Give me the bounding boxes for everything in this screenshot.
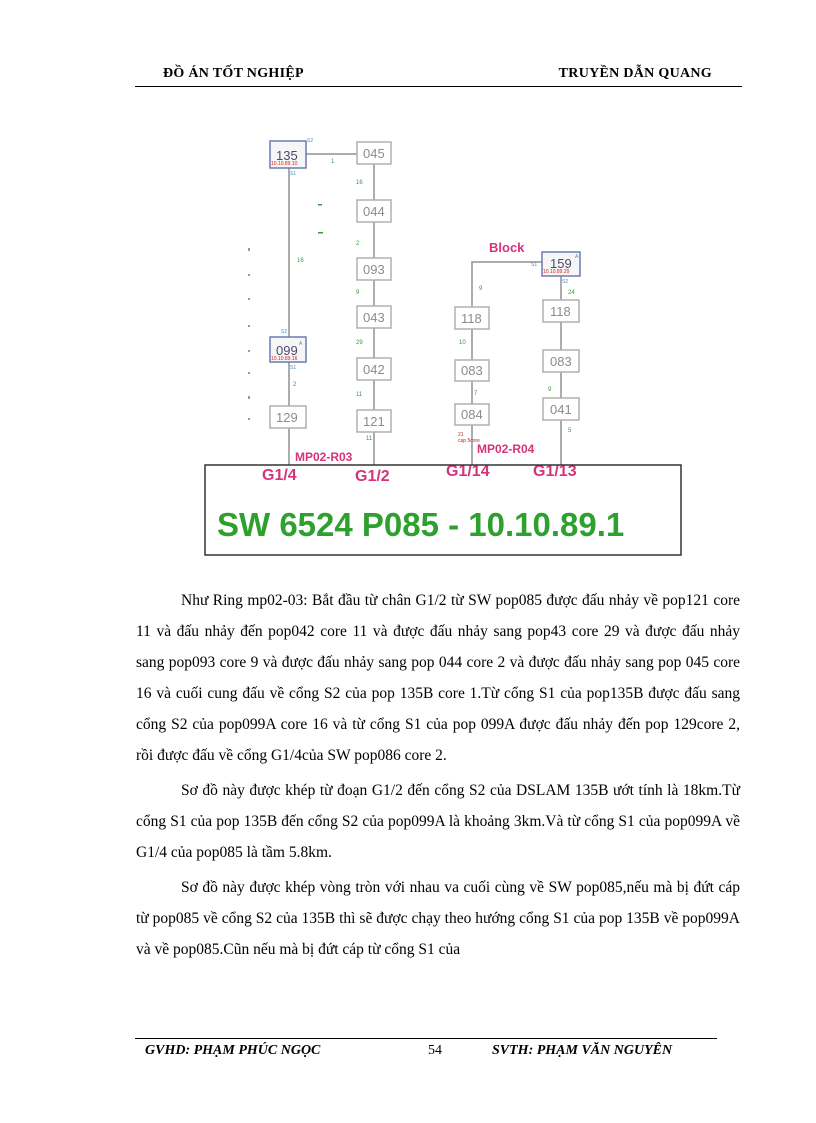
core-label: 1 xyxy=(331,159,335,165)
page-footer xyxy=(135,1038,717,1063)
core-label: 21 xyxy=(458,432,464,438)
node-099-port-s2: S2 xyxy=(281,329,288,335)
node-135 xyxy=(270,138,313,177)
node-118-right-label: 118 xyxy=(550,304,571,319)
port-g1-2: G1/2 xyxy=(355,468,390,485)
core-label: 16 xyxy=(297,258,304,264)
paragraph: Như Ring mp02-03: Bắt đầu từ chân G1/2 từ SW pop085 được đấu nhảy về pop121 core 11 và đấu nhảy đến pop042 core 11 và được đấu nhảy sang pop43 core 29 và được đấu nhảy sang pop093 core 9 và được đấu nhảy sang pop 044 core 2 và được đấu nhảy sang pop 045 core 16 và cuối cung đấu về cổng S2 của pop 135B core 1.Từ cổng S1 của pop135B được đấu sang cổng S2 của pop099A core 16 và từ cổng S1 của pop 099A được đấu nhảy đến pop 129core 2, rồi được đấu về cổng G1/4của SW pop086 core 2. xyxy=(136,592,740,764)
ring-label-r04: MP02-R04 xyxy=(477,442,535,456)
node-083-left xyxy=(455,360,489,381)
node-041 xyxy=(543,398,579,420)
node-093-label: 093 xyxy=(363,262,385,277)
header-title-right: TRUYỀN DẪN QUANG xyxy=(558,66,712,81)
node-083-right xyxy=(543,350,579,372)
node-041-label: 041 xyxy=(550,402,572,417)
footer-student: SVTH: PHẠM VĂN NGUYÊN xyxy=(492,1043,673,1058)
core-label: 2 xyxy=(293,382,297,388)
core-label: 9 xyxy=(479,286,483,292)
core-label: 29 xyxy=(356,340,363,346)
core-label: 16 xyxy=(356,180,363,186)
connection-lines xyxy=(289,154,561,465)
page-number: 54 xyxy=(428,1043,442,1058)
node-159-arrow: A xyxy=(575,254,579,260)
node-045-label: 045 xyxy=(363,146,385,161)
node-093 xyxy=(357,258,391,280)
node-044 xyxy=(357,200,391,222)
ring-label-r03: MP02-R03 xyxy=(295,450,353,464)
node-084-label: 084 xyxy=(461,407,483,422)
node-043 xyxy=(357,306,391,328)
node-135-label: 135 xyxy=(276,148,298,163)
node-099-ip: 10.10.89.16 xyxy=(271,356,298,362)
core-labels xyxy=(293,159,575,444)
block-label: Block xyxy=(489,240,525,255)
node-099-port-s1: S1 xyxy=(290,365,297,371)
node-159-port-s2: S2 xyxy=(562,279,569,285)
cable-note: cap 5core xyxy=(458,438,480,444)
node-129 xyxy=(270,406,306,428)
port-g1-13: G1/13 xyxy=(533,463,577,480)
node-159-port-s1: S1 xyxy=(531,262,538,268)
node-135-port-s2: S2 xyxy=(307,138,314,144)
node-159-label: 159 xyxy=(550,256,572,271)
node-083-right-label: 083 xyxy=(550,354,572,369)
core-label: 24 xyxy=(568,290,575,296)
core-label: 11 xyxy=(366,436,373,442)
node-083-left-label: 083 xyxy=(461,363,483,378)
node-118-left-label: 118 xyxy=(461,311,482,326)
green-dashes xyxy=(318,204,323,234)
node-121-label: 121 xyxy=(363,414,385,429)
core-label: 9 xyxy=(356,290,360,296)
node-135-port-s1: S1 xyxy=(290,171,297,177)
node-159-ip: 10.10.89.29 xyxy=(543,269,570,275)
port-g1-14: G1/14 xyxy=(446,463,490,480)
node-043-label: 043 xyxy=(363,310,385,325)
node-135-ip: 10.10.89.10 xyxy=(271,161,298,167)
node-084 xyxy=(455,404,489,425)
node-118-right xyxy=(543,300,579,322)
node-042 xyxy=(357,358,391,380)
port-g1-4: G1/4 xyxy=(262,467,297,484)
node-121 xyxy=(357,410,391,432)
node-159 xyxy=(531,252,580,285)
paragraph: Sơ đồ này được khép vòng tròn với nhau va cuối cùng về SW pop085,nếu mà bị đứt cáp từ pop085 về cổng S2 của 135B thì sẽ được chạy theo hướng cổng S1 của pop 135B về pop099A và về pop085.Cũn nếu mà bị đứt cáp từ cổng S1 của xyxy=(136,879,740,958)
node-044-label: 044 xyxy=(363,204,385,219)
paragraph: Sơ đồ này được khép từ đoạn G1/2 đến cổng S2 của DSLAM 135B ướt tính là 18km.Từ cổng S1 của pop 135B đến cổng S2 của pop099A là khoảng 3km.Và từ cổng S1 của pop099A về G1/4 của pop085 là tầm 5.8km. xyxy=(136,782,740,861)
left-margin-marks xyxy=(248,248,250,420)
core-label: 11 xyxy=(356,392,363,398)
core-label: 10 xyxy=(459,340,466,346)
core-label: 7 xyxy=(474,391,478,397)
node-099-arrow: A xyxy=(299,341,303,347)
node-118-left xyxy=(455,307,489,329)
core-label: 9 xyxy=(548,387,552,393)
header-title-left: ĐỒ ÁN TỐT NGHIỆP xyxy=(163,66,304,81)
footer-advisor: GVHD: PHẠM PHÚC NGỌC xyxy=(145,1043,321,1058)
switch-label: SW 6524 P085 - 10.10.89.1 xyxy=(217,506,625,543)
node-042-label: 042 xyxy=(363,362,385,377)
core-label: 2 xyxy=(356,241,360,247)
node-099-label: 099 xyxy=(276,343,298,358)
node-045 xyxy=(357,142,391,164)
node-129-label: 129 xyxy=(276,410,298,425)
node-099 xyxy=(270,329,306,371)
core-label: 5 xyxy=(568,428,572,434)
body-text xyxy=(136,585,740,969)
